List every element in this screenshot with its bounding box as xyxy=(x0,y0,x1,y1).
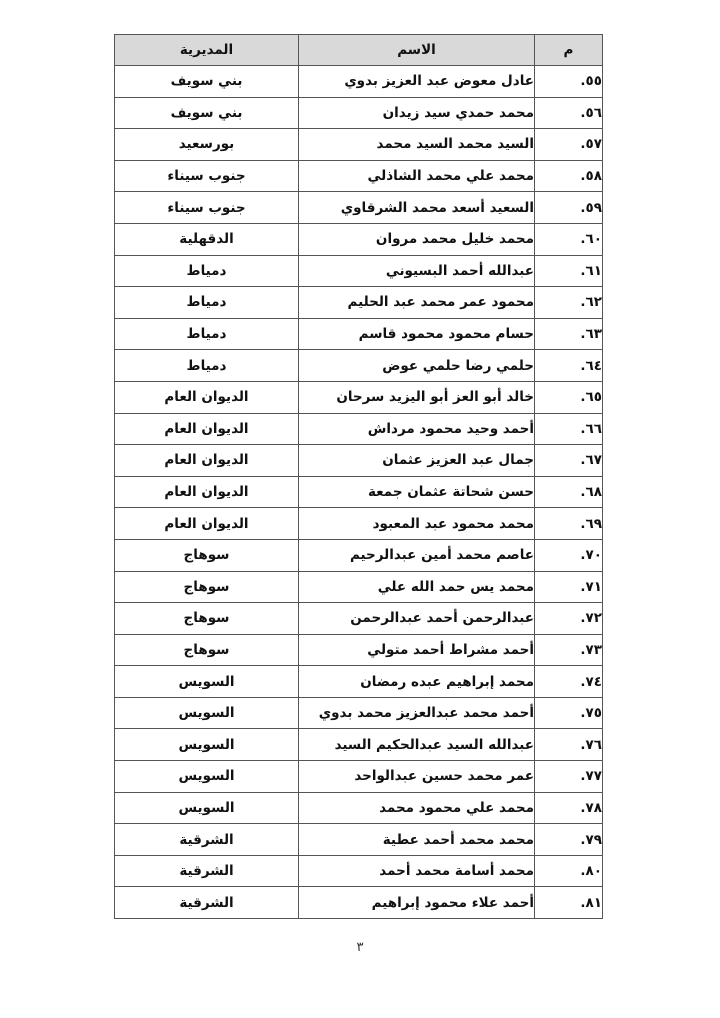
row-directorate: السويس xyxy=(115,697,299,729)
row-directorate: جنوب سيناء xyxy=(115,192,299,224)
table-row xyxy=(115,634,603,666)
row-name: محمد يس حمد الله علي xyxy=(299,571,535,603)
header-name: الاسم xyxy=(299,35,535,66)
row-name: عمر محمد حسين عبدالواحد xyxy=(299,761,535,793)
row-number: ٧١. xyxy=(535,571,603,603)
table-row xyxy=(115,66,603,98)
table-row xyxy=(115,729,603,761)
row-number: ٦١. xyxy=(535,255,603,287)
row-number: ٧٦. xyxy=(535,729,603,761)
row-number: ٦٩. xyxy=(535,508,603,540)
row-number: ٧٥. xyxy=(535,697,603,729)
table-row xyxy=(115,476,603,508)
row-name: محمد محمد أحمد عطية xyxy=(299,824,535,856)
row-directorate: سوهاج xyxy=(115,539,299,571)
row-name: عاصم محمد أمين عبدالرحيم xyxy=(299,539,535,571)
row-number: ٥٨. xyxy=(535,160,603,192)
row-directorate: الديوان العام xyxy=(115,381,299,413)
row-directorate: دمياط xyxy=(115,287,299,319)
row-name: السيد محمد السيد محمد xyxy=(299,129,535,161)
row-number: ٧٨. xyxy=(535,792,603,824)
row-name: عبدالله أحمد البسيوني xyxy=(299,255,535,287)
row-number: ٦٠. xyxy=(535,223,603,255)
row-number: ٦٢. xyxy=(535,287,603,319)
table-row xyxy=(115,697,603,729)
row-directorate: الشرقية xyxy=(115,855,299,887)
table-row xyxy=(115,571,603,603)
row-number: ٧٢. xyxy=(535,603,603,635)
row-name: حلمي رضا حلمي عوض xyxy=(299,350,535,382)
row-name: عادل معوض عبد العزيز بدوي xyxy=(299,66,535,98)
row-directorate: دمياط xyxy=(115,255,299,287)
row-directorate: الديوان العام xyxy=(115,445,299,477)
row-number: ٧٧. xyxy=(535,761,603,793)
row-name: أحمد مشراط أحمد متولي xyxy=(299,634,535,666)
table-row xyxy=(115,761,603,793)
row-number: ٧٣. xyxy=(535,634,603,666)
table-row xyxy=(115,350,603,382)
row-number: ٦٦. xyxy=(535,413,603,445)
table-row xyxy=(115,129,603,161)
table-row xyxy=(115,223,603,255)
row-directorate: الديوان العام xyxy=(115,413,299,445)
row-name: محمد حمدي سيد زيدان xyxy=(299,97,535,129)
row-name: محمد محمود عبد المعبود xyxy=(299,508,535,540)
row-name: محمود عمر محمد عبد الحليم xyxy=(299,287,535,319)
table-body xyxy=(115,66,603,919)
row-number: ٦٨. xyxy=(535,476,603,508)
row-number: ٦٥. xyxy=(535,381,603,413)
row-name: أحمد علاء محمود إبراهيم xyxy=(299,887,535,919)
row-directorate: دمياط xyxy=(115,318,299,350)
row-name: أحمد وحيد محمود مرداش xyxy=(299,413,535,445)
row-name: محمد علي محمد الشاذلي xyxy=(299,160,535,192)
table-row xyxy=(115,855,603,887)
row-number: ٦٣. xyxy=(535,318,603,350)
table-row xyxy=(115,666,603,698)
table-row xyxy=(115,287,603,319)
table-row xyxy=(115,192,603,224)
row-number: ٦٤. xyxy=(535,350,603,382)
row-number: ٧٠. xyxy=(535,539,603,571)
row-directorate: بني سويف xyxy=(115,97,299,129)
row-name: خالد أبو العز أبو اليزيد سرحان xyxy=(299,381,535,413)
header-num: م xyxy=(535,35,603,66)
table-row xyxy=(115,445,603,477)
row-number: ٨٠. xyxy=(535,855,603,887)
table-row xyxy=(115,97,603,129)
row-number: ٧٤. xyxy=(535,666,603,698)
table-row xyxy=(115,887,603,919)
row-directorate: الديوان العام xyxy=(115,508,299,540)
row-directorate: الدقهلية xyxy=(115,223,299,255)
table-row xyxy=(115,381,603,413)
table-header xyxy=(115,35,603,66)
row-directorate: السويس xyxy=(115,729,299,761)
row-number: ٥٧. xyxy=(535,129,603,161)
header-row xyxy=(115,35,603,66)
row-directorate: السويس xyxy=(115,761,299,793)
row-name: حسن شحاتة عثمان جمعة xyxy=(299,476,535,508)
row-number: ٧٩. xyxy=(535,824,603,856)
row-directorate: الشرقية xyxy=(115,824,299,856)
table-row xyxy=(115,160,603,192)
row-directorate: جنوب سيناء xyxy=(115,160,299,192)
row-name: حسام محمود محمود قاسم xyxy=(299,318,535,350)
row-directorate: سوهاج xyxy=(115,571,299,603)
row-name: محمد إبراهيم عبده رمضان xyxy=(299,666,535,698)
row-name: محمد علي محمود محمد xyxy=(299,792,535,824)
table-row xyxy=(115,824,603,856)
table-row xyxy=(115,603,603,635)
row-name: محمد خليل محمد مروان xyxy=(299,223,535,255)
table-row xyxy=(115,539,603,571)
header-directorate: المديرية xyxy=(115,35,299,66)
row-directorate: السويس xyxy=(115,666,299,698)
table-row xyxy=(115,255,603,287)
row-directorate: الديوان العام xyxy=(115,476,299,508)
row-name: عبدالله السيد عبدالحكيم السيد xyxy=(299,729,535,761)
row-name: محمد أسامة محمد أحمد xyxy=(299,855,535,887)
page-number: ٣ xyxy=(356,940,364,955)
table-row xyxy=(115,318,603,350)
row-directorate: السويس xyxy=(115,792,299,824)
row-directorate: بني سويف xyxy=(115,66,299,98)
row-directorate: بورسعيد xyxy=(115,129,299,161)
table-row xyxy=(115,792,603,824)
names-table xyxy=(114,34,603,919)
row-directorate: دمياط xyxy=(115,350,299,382)
row-directorate: سوهاج xyxy=(115,603,299,635)
row-name: السعيد أسعد محمد الشرقاوي xyxy=(299,192,535,224)
row-name: أحمد محمد عبدالعزيز محمد بدوي xyxy=(299,697,535,729)
row-number: ٦٧. xyxy=(535,445,603,477)
row-name: جمال عبد العزيز عثمان xyxy=(299,445,535,477)
table-row xyxy=(115,508,603,540)
row-number: ٨١. xyxy=(535,887,603,919)
row-number: ٥٥. xyxy=(535,66,603,98)
row-directorate: سوهاج xyxy=(115,634,299,666)
row-name: عبدالرحمن أحمد عبدالرحمن xyxy=(299,603,535,635)
row-number: ٥٦. xyxy=(535,97,603,129)
table-row xyxy=(115,413,603,445)
row-number: ٥٩. xyxy=(535,192,603,224)
row-directorate: الشرقية xyxy=(115,887,299,919)
